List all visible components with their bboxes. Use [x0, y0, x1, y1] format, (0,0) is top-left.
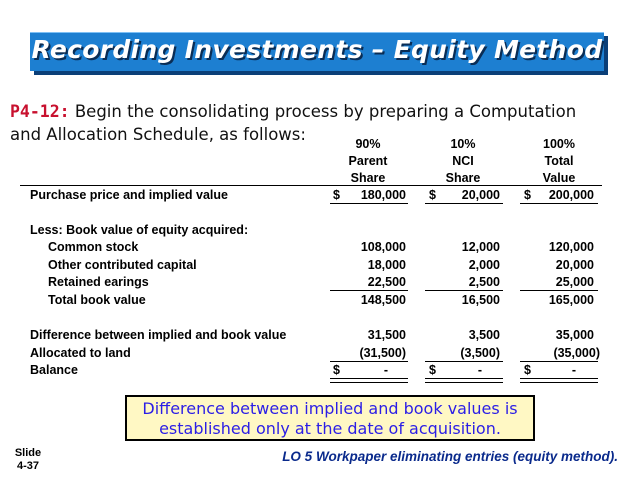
header-parent-share: Share — [350, 171, 386, 185]
cell-balance-parent: - — [383, 363, 388, 377]
intro-line-1: Begin the consolidating process by preparing a Computation — [69, 102, 577, 121]
cell-diff-total: 35,000 — [555, 328, 594, 342]
dollar-sign: $ — [524, 188, 531, 202]
header-parent-label: Parent — [348, 154, 388, 168]
cell-common-nci: 12,000 — [461, 240, 500, 254]
cell-tbv-total: 165,000 — [548, 293, 594, 307]
cell-re-parent: 22,500 — [367, 275, 406, 289]
header-nci-label: NCI — [452, 154, 474, 168]
cell-tbv-parent: 148,500 — [360, 293, 406, 307]
cell-land-total: (35,000) — [553, 346, 600, 360]
header-total-label: Total — [544, 154, 574, 168]
underline — [520, 361, 598, 362]
callout-text — [127, 399, 533, 439]
dollar-sign: $ — [429, 188, 436, 202]
dollar-sign: $ — [524, 363, 531, 377]
cell-purchase-nci: 20,000 — [461, 188, 500, 202]
row-label-balance: Balance — [30, 363, 78, 377]
cell-re-total: 25,000 — [555, 275, 594, 289]
cell-common-total: 120,000 — [548, 240, 594, 254]
underline — [520, 290, 598, 291]
double-underline — [330, 378, 408, 383]
double-underline — [425, 378, 503, 383]
problem-id: P4-12: — [10, 102, 70, 121]
underline — [425, 203, 503, 204]
header-nci-share: Share — [445, 171, 481, 185]
callout-line-2: established only at the date of acquisition. — [159, 419, 501, 438]
header-parent-pct: 90% — [355, 137, 381, 151]
row-label-retained-earnings: Retained earings — [48, 275, 149, 289]
row-label-purchase-price: Purchase price and implied value — [30, 188, 228, 202]
slide-number — [10, 447, 46, 473]
underline — [330, 361, 408, 362]
dollar-sign: $ — [333, 188, 340, 202]
cell-occ-parent: 18,000 — [367, 258, 406, 272]
slide-label: Slide — [14, 447, 42, 459]
cell-land-parent: (31,500) — [359, 346, 406, 360]
slide-index: 4-37 — [16, 460, 40, 472]
header-total-value: Value — [542, 171, 576, 185]
cell-tbv-nci: 16,500 — [461, 293, 500, 307]
cell-diff-parent: 31,500 — [367, 328, 406, 342]
header-total-pct: 100% — [543, 137, 575, 151]
row-label-difference: Difference between implied and book value — [30, 328, 287, 342]
row-label-common-stock: Common stock — [48, 240, 139, 254]
title-bar — [30, 32, 604, 71]
cell-balance-nci: - — [477, 363, 482, 377]
cell-re-nci: 2,500 — [468, 275, 500, 289]
cell-land-nci: (3,500) — [460, 346, 500, 360]
underline — [425, 290, 503, 291]
callout-line-1: Difference between implied and book values is — [142, 399, 518, 418]
row-label-total-book-value: Total book value — [48, 293, 146, 307]
learning-objective: LO 5 Workpaper eliminating entries (equity method). — [282, 449, 618, 464]
cell-diff-nci: 3,500 — [468, 328, 500, 342]
cell-common-parent: 108,000 — [360, 240, 406, 254]
underline — [520, 203, 598, 204]
underline — [425, 361, 503, 362]
header-nci-pct: 10% — [450, 137, 476, 151]
cell-balance-total: - — [571, 363, 576, 377]
double-underline — [520, 378, 598, 383]
cell-occ-total: 20,000 — [555, 258, 594, 272]
header-rule — [20, 185, 602, 186]
callout-box — [125, 395, 535, 441]
slide-title: Recording Investments – Equity Method — [31, 35, 603, 64]
dollar-sign: $ — [333, 363, 340, 377]
intro-line-2: and Allocation Schedule, as follows: — [10, 125, 306, 144]
underline — [330, 290, 408, 291]
dollar-sign: $ — [429, 363, 436, 377]
row-label-other-contributed-capital: Other contributed capital — [48, 258, 197, 272]
row-label-less-book-value: Less: Book value of equity acquired: — [30, 223, 249, 237]
underline — [330, 203, 408, 204]
cell-purchase-total: 200,000 — [548, 188, 594, 202]
cell-purchase-parent: 180,000 — [360, 188, 406, 202]
row-label-allocated-to-land: Allocated to land — [30, 346, 131, 360]
cell-occ-nci: 2,000 — [468, 258, 500, 272]
